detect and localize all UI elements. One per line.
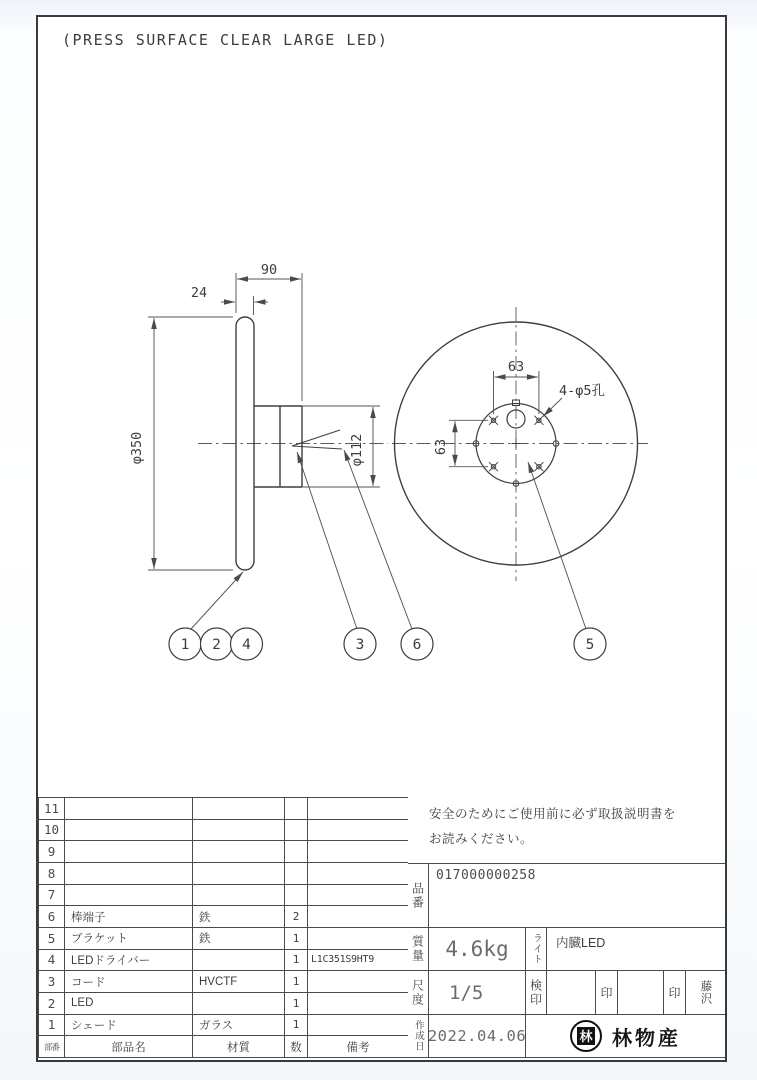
part-no-cell: 10 (39, 819, 65, 841)
part-no-cell: 5 (39, 927, 65, 949)
header-name: 部品名 (65, 1036, 193, 1058)
part-material-cell: ガラス (193, 1014, 285, 1036)
drawing-sheet (36, 15, 727, 1062)
table-row (39, 927, 409, 949)
part-qty-cell: 1 (285, 992, 308, 1014)
approver-name: 藤沢 (699, 980, 712, 1005)
part-name-cell: シェード (65, 1014, 193, 1036)
balloon-2: 2 (212, 637, 221, 653)
table-row (39, 798, 409, 820)
balloon-1: 1 (180, 637, 190, 653)
part-remarks-cell (308, 1014, 409, 1036)
table-row (39, 884, 409, 906)
header-material: 材質 (193, 1036, 285, 1058)
part-qty-cell: 1 (285, 927, 308, 949)
part-material-cell: 鉄 (193, 927, 285, 949)
light-label: ライト (526, 928, 547, 970)
balloon-5: 5 (585, 637, 595, 653)
parts-table (38, 797, 409, 1058)
part-remarks-cell (308, 819, 409, 841)
balloons (169, 628, 606, 660)
table-row (39, 992, 409, 1014)
part-material-cell (193, 949, 285, 971)
holes-note: 4-φ5孔 (559, 383, 606, 399)
date-value: 2022.04.06 (429, 1015, 526, 1057)
part-name-cell: LED (65, 992, 193, 1014)
mass-label: 質量 (408, 928, 429, 970)
part-no-cell: 2 (39, 992, 65, 1014)
balloon-3: 3 (355, 637, 365, 653)
stamp-label-2: 印 (664, 971, 686, 1014)
part-qty-cell (285, 841, 308, 863)
center-mark (512, 439, 521, 448)
part-material-cell: HVCTF (193, 971, 285, 993)
dim-neck-diameter: φ112 (349, 433, 365, 467)
part-qty-cell (285, 798, 308, 820)
part-name-cell (65, 841, 193, 863)
part-name-cell (65, 884, 193, 906)
leader-lines (191, 450, 586, 629)
dim-shade-diameter: φ350 (129, 431, 145, 465)
scale-row (408, 970, 725, 1014)
part-material-cell: 鉄 (193, 906, 285, 928)
header-no: 部番 (39, 1036, 65, 1058)
part-remarks-cell (308, 841, 409, 863)
part-no-cell: 7 (39, 884, 65, 906)
seal-glyph: 林 (577, 1027, 595, 1045)
part-no-cell: 8 (39, 862, 65, 884)
mass-row (408, 927, 725, 970)
dim-pitch-v: 63 (433, 438, 449, 456)
part-qty-cell (285, 862, 308, 884)
safety-notice-line1: 安全のためにご使用前に必ず取扱説明書を (429, 807, 677, 821)
table-header-row (39, 1036, 409, 1058)
safety-notice-line2: お読みください。 (429, 832, 534, 846)
part-name-cell: コード (65, 971, 193, 993)
part-remarks-cell: L1C351S9HT9 (308, 949, 409, 971)
part-material-cell (193, 819, 285, 841)
part-number-value: 017000000258 (436, 868, 536, 883)
part-name-cell (65, 862, 193, 884)
dimension-texts (129, 262, 605, 466)
dim-shade-depth: 24 (190, 285, 208, 301)
scale-value: 1/5 (429, 971, 526, 1014)
part-remarks-cell (308, 798, 409, 820)
part-remarks-cell (308, 927, 409, 949)
stamp-label-1: 印 (596, 971, 618, 1014)
part-name-cell: 棒端子 (65, 906, 193, 928)
scale-label: 尺度 (408, 971, 429, 1014)
stamp-box (618, 971, 664, 1014)
part-number-label: 品番 (408, 864, 429, 927)
company-name: 林物産 (612, 1027, 681, 1050)
part-number-row (408, 863, 725, 927)
balloon-6: 6 (412, 637, 422, 653)
part-qty-cell: 1 (285, 971, 308, 993)
part-no-cell: 9 (39, 841, 65, 863)
title-block (408, 797, 725, 1058)
part-name-cell: LEDドライバー (65, 949, 193, 971)
table-row (39, 1014, 409, 1036)
part-material-cell (193, 798, 285, 820)
table-row (39, 819, 409, 841)
mass-value: 4.6kg (429, 928, 526, 970)
part-remarks-cell (308, 884, 409, 906)
part-qty-cell (285, 819, 308, 841)
date-row (408, 1014, 725, 1058)
center-lines (198, 307, 648, 581)
balloon-numbers (181, 637, 595, 653)
company-logo (526, 1015, 725, 1057)
light-value: 内臓LED (556, 936, 606, 950)
part-material-cell (193, 862, 285, 884)
balloon-4: 4 (242, 637, 251, 653)
part-name-cell: ブラケット (65, 927, 193, 949)
part-qty-cell: 1 (285, 949, 308, 971)
table-row (39, 949, 409, 971)
part-remarks-cell (308, 992, 409, 1014)
table-row (39, 971, 409, 993)
table-row (39, 862, 409, 884)
part-remarks-cell (308, 971, 409, 993)
part-no-cell: 3 (39, 971, 65, 993)
part-qty-cell: 2 (285, 906, 308, 928)
part-name-cell (65, 819, 193, 841)
part-material-cell (193, 992, 285, 1014)
company-seal-icon (570, 1020, 602, 1052)
part-remarks-cell (308, 862, 409, 884)
header-qty: 数 (285, 1036, 308, 1058)
part-no-cell: 11 (39, 798, 65, 820)
part-no-cell: 6 (39, 906, 65, 928)
part-material-cell (193, 884, 285, 906)
part-material-cell (193, 841, 285, 863)
part-qty-cell: 1 (285, 1014, 308, 1036)
part-name-cell (65, 798, 193, 820)
check-stamp-label: 検印 (526, 971, 547, 1014)
part-no-cell: 4 (39, 949, 65, 971)
cord-lines (292, 430, 342, 449)
part-remarks-cell (308, 906, 409, 928)
part-no-cell: 1 (39, 1014, 65, 1036)
dim-pitch-h: 63 (507, 359, 525, 375)
safety-notice (408, 797, 725, 863)
dimension-lines (148, 273, 562, 570)
check-stamp-box (547, 971, 596, 1014)
part-qty-cell (285, 884, 308, 906)
drawing-title: (PRESS SURFACE CLEAR LARGE LED) (62, 31, 389, 49)
header-remarks: 備考 (308, 1036, 409, 1058)
date-label: 作成日 (408, 1015, 429, 1057)
table-row (39, 841, 409, 863)
dim-total-depth: 90 (260, 262, 278, 278)
table-row (39, 906, 409, 928)
